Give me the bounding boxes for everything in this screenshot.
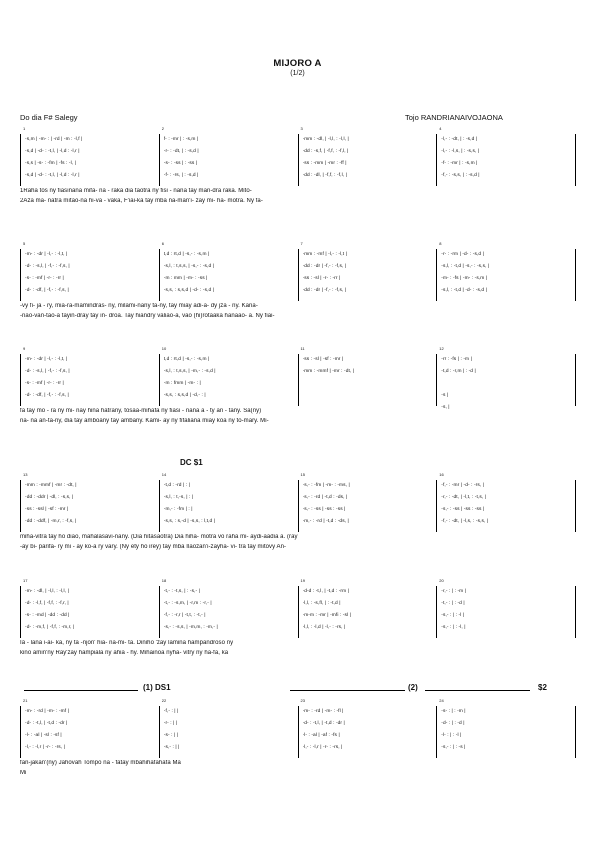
voice-line: -m- : -dr | -l,- : -l,t, | (25, 357, 68, 362)
voice-line: -t,d : -r,m | : -d | (441, 369, 476, 374)
page-number: (1/2) (290, 70, 305, 77)
voice-line: -s,- : | | (163, 745, 180, 750)
voice-line: -m,- : -rd | -t,d : -ds, | (302, 519, 349, 524)
measure-number: 7 (300, 241, 303, 246)
voice-line: -t,- : -t,s, | : -s,- | (163, 589, 200, 594)
ending-2-line (290, 690, 405, 691)
system-end-bar (575, 586, 576, 638)
measure-number: 15 (300, 472, 305, 477)
voice-line: -s- : -md | -dd : -dd | (25, 613, 70, 618)
voice-line: -r- : -dt, | : -s,d | (163, 149, 199, 154)
voice-line: -m- : -dr | -l,- : -l,t, | (25, 252, 68, 257)
voice-line: -r,- : -dt, | -l,t, : -t,s, | (441, 495, 487, 500)
voice-line: -s,- : | : -l | (441, 613, 465, 618)
voice-line: -m-m : -mr | -mfi : -sl | (302, 613, 351, 618)
voice-line: -s- : -mf | -r- : -rr | (25, 276, 64, 281)
measure (298, 241, 438, 301)
voice-line: -m : mm | -m- : -ss | (163, 276, 208, 281)
voice-line: -f,- : -s,s, | : -s,d | (441, 173, 480, 178)
measure (436, 346, 576, 410)
voice-line: -s,s, : s,s,d | -d,- : | (163, 393, 206, 398)
voice-line: -s,- : | : -s | (441, 745, 466, 750)
measure-number: 1 (23, 126, 26, 131)
voice-line: -d- : -s,l, | -f,- : -f,s, | (25, 264, 70, 269)
voice-line: -d-d : -t,l, | -t,d : -rm | (302, 589, 349, 594)
measure (159, 126, 299, 186)
voice-line: -l,- : -l,r | -r- : -rs, | (302, 745, 343, 750)
voice-line: -s- : -ss | : -ss | (163, 161, 198, 166)
voice-line: -m- : -dl, | -l,l, : -l,l, | (25, 589, 69, 594)
voice-line: -d- : -df, | -f,- : -f,s, | (25, 288, 69, 293)
measure (436, 126, 576, 186)
voice-line: -s,- : -fm | -m- : -ms, | (302, 483, 350, 488)
voice-line (303, 378, 436, 390)
voice-line: -s,d | -d- : -t,l, | -l,d : -l,r | (25, 149, 80, 154)
voice-line: -s,l, : t,s,s, | -m,- : -s,d | (163, 369, 216, 374)
voice-line: f- : -mr | : -s,m | (163, 137, 199, 142)
measure (20, 472, 160, 532)
voice-line: -s,m | -m- : | -rd | -m : -l,f | (25, 137, 83, 142)
voice-line: -r- : -rm | -d- : -s,d | (441, 252, 484, 257)
measure (20, 698, 160, 758)
navigation-marker: (1) DS1 (143, 683, 171, 692)
voice-line: -m- : -rd | -m- : -mf | (25, 709, 69, 714)
voice-line: -t,- : | : -d | (441, 601, 465, 606)
lyric-line: na- na an-ta-ny, dia tay amboany tay ambany. Kami- ay ny fifaliana miay koa ny to-mary. Mi- (20, 418, 269, 424)
measure (159, 698, 299, 758)
system-end-bar (575, 249, 576, 301)
voice-line: -s,- : | : -l, | (441, 625, 466, 630)
measure-number: 20 (439, 578, 444, 583)
voice-line: -l- : | : -l | (441, 733, 462, 738)
voice-line: -f,- : | | (163, 709, 179, 714)
measure (298, 346, 438, 406)
voice-line: -s,- : -s,s, | -m,m, : -m,- | (163, 625, 218, 630)
voice-line: -l- : -al | -sl : -sf | (25, 733, 62, 738)
measure (159, 241, 299, 301)
measure (159, 578, 299, 638)
measure-number: 10 (161, 346, 167, 351)
voice-line: -f- : -mr | : -s,m | (441, 161, 478, 166)
voice-line: -s,l, : t,s,s, | -s,- : -s,d | (163, 264, 215, 269)
voice-line: -dd : -dl, | -f,f, : -f,l, | (302, 173, 347, 178)
measure-number: 4 (439, 126, 442, 131)
system-end-bar (575, 354, 576, 406)
voice-line: -dd : -ddf, | -m,r, : -f,s, | (25, 519, 77, 524)
navigation-marker: $2 (538, 683, 547, 692)
measure (20, 241, 160, 301)
voice-line: -t,- : -s,m, | -r,m : -r,- | (163, 601, 212, 606)
voice-line (441, 378, 574, 390)
voice-line: -dd : -dr | -f,- : -f,s, | (302, 288, 347, 293)
navigation-marker: DC $1 (180, 458, 203, 467)
measure (436, 578, 576, 638)
voice-line: -l,l, : -s,fl, | : -t,d | (302, 601, 341, 606)
voice-line: -s,- : -rd | -t,d : -ds, | (302, 495, 348, 500)
measure-number: 6 (161, 241, 164, 246)
measure-number: 9 (23, 346, 26, 351)
voice-line: -s,l, : t,-s, | : | (163, 495, 194, 500)
lyric-line: miha-vitra tay ho diao, mahalasavi-nany. (Dia hitasaotra) Dia hiha- motra vo raha mi- aydi-aadia a. (ray (20, 534, 298, 540)
voice-line: -m- : -fs | -m- : -s,m | (441, 276, 488, 281)
voice-line: -ss : -sl | -sf : -mr | (302, 357, 344, 362)
composer-name: Tojo RANDRIANAIVOJAONA (405, 113, 503, 122)
voice-line: -dd : -dr | -f,- : -f,s, | (302, 264, 347, 269)
measure-number: 12 (439, 346, 444, 351)
voice-line: -l,l, : -l,d | -l,- : -rs, | (302, 625, 346, 630)
measure-number: 13 (23, 472, 28, 477)
voice-line: -mm : -mmf | -mr : -dt, | (302, 369, 355, 374)
measure-number: 3 (300, 126, 303, 131)
voice-line: -s,- : -ss | -ss : -ss | (302, 507, 346, 512)
voice-line: -rr : -fs | : -m | (441, 357, 472, 362)
voice-line: -d- : -t,l, | -t,d : -dr | (302, 721, 345, 726)
voice-line: -d- : -df, | -f,- : -f,s, | (25, 393, 69, 398)
voice-line: -f,- : -dt, | -l,s, : -s,s, | (441, 519, 489, 524)
navigation-marker: (2) (408, 683, 418, 692)
system-end-bar (575, 134, 576, 186)
voice-line: -s,l, : -t,d | -s,- : -s,s, | (441, 264, 490, 269)
measure (298, 578, 438, 638)
measure-number: 22 (161, 698, 167, 703)
voice-line: -s- : | : -m | (441, 709, 466, 714)
measure-number: 24 (439, 698, 444, 703)
voice-line: -r,- : | : -m | (441, 589, 467, 594)
voice-line: -d- : -l,f, | -f,f, : -f,r, | (25, 601, 69, 606)
voice-line: -m- : -rd | -m- : -fl | (302, 709, 344, 714)
measure-number: 19 (300, 578, 305, 583)
measure-number: 18 (161, 578, 167, 583)
voice-line: -s,- : -ss | -ss : -ss | (441, 507, 485, 512)
voice-line: -m,- : -fm | : | (163, 507, 193, 512)
voice-line: -d- : -m,f, | -f,f, : -m,r, | (25, 625, 75, 630)
voice-line: -l,- : -l,r | -r- : -rs, | (25, 745, 65, 750)
measure (20, 578, 160, 638)
measure-number: 2 (161, 126, 164, 131)
measure-number: 8 (439, 241, 442, 246)
voice-line: -f- : -rs, | : -s,d | (163, 173, 199, 178)
voice-line (303, 390, 436, 402)
ending-1-line (24, 690, 138, 691)
voice-line: -s | (441, 393, 449, 398)
lyric-line: 2Aza ma- natra mitao-na hi-va - vaka, F'iai-ka tay mba na-man'i- zay mi- ha- motra. Ny fa- (20, 198, 263, 204)
voice-line: -mm : -mf | -l,- : -l,t | (302, 252, 347, 257)
song-title: MIJORO A (273, 58, 322, 69)
voice-line: -s, | (441, 405, 450, 410)
voice-line: -s,s | -s- : -fm | -fs : -l, | (25, 161, 76, 166)
voice-line: -s- : -mf | -r- : -rr | (25, 381, 64, 386)
measure-number: 21 (23, 698, 28, 703)
measure-number: 11 (300, 346, 305, 351)
measure (298, 472, 438, 532)
voice-line: -dd : -ddr | -dl, : -s,s, | (25, 495, 74, 500)
key-signature: Do dia F# Salegy (20, 113, 78, 122)
voice-line: -f,- : -r,r | -t,t, : -t,- | (163, 613, 206, 618)
lyric-line: -ay bi- parifa- ry mi - ay ko-a ry vary. (Ny ety ho irey) tay mba Ilaozan'i-zayha- vi- tra tay mitovy An- (20, 544, 287, 550)
measure-number: 16 (439, 472, 444, 477)
lyric-line: fa tay mo - ra ny mi- nay hina hatrany, tosaa-mihafa ny fiasi - nana a - ty an - tany. Sa(ny) (20, 408, 262, 414)
voice-line: -d- : | : -d | (441, 721, 465, 726)
measure (436, 241, 576, 301)
measure (20, 126, 160, 186)
voice-line: t,d : rt,d | -s,- : -s,m | (163, 252, 210, 257)
voice-line: -l,- : -dt, | : -s,d | (441, 137, 478, 142)
ending-2-line-b (425, 690, 530, 691)
measure (159, 472, 299, 532)
measure-number: 14 (161, 472, 167, 477)
voice-line: -mm : -dl, | -l,l, : -l,l, | (302, 137, 349, 142)
system-end-bar (575, 480, 576, 532)
voice-line: -t,d : -rd | : | (163, 483, 190, 488)
measure (436, 698, 576, 758)
voice-line: -ss : -sl | -r- : -rr | (302, 276, 341, 281)
measure (436, 472, 576, 532)
voice-line: -ss : -ssl | -sf : -mr | (25, 507, 69, 512)
voice-line: -s,s, : s,-d | -s,s, : l,t,d | (163, 519, 216, 524)
voice-line: -l,- : -l,s, | : -s,s, | (441, 149, 480, 154)
voice-line: -r- : | | (163, 721, 178, 726)
measure-number: 5 (23, 241, 26, 246)
voice-line: -s,l, : -t,d | -d- : -s,d | (441, 288, 487, 293)
measure (298, 126, 438, 186)
measure-number: 23 (300, 698, 305, 703)
voice-line: -s,s, : s,s,d | -d- : -s,d | (163, 288, 215, 293)
voice-line: -m : fmm | -m- : | (163, 381, 201, 386)
lyric-line: fan-jakan'(ny) Jahovah Tompo na - fatay mbahihafahafa Ma (20, 760, 181, 766)
lyric-line: Mi (20, 770, 27, 776)
voice-line: -s- : | | (163, 733, 179, 738)
measure (159, 346, 299, 406)
measure-number: 17 (23, 578, 28, 583)
measure (20, 346, 160, 406)
measure (298, 698, 438, 758)
voice-line: -mm : -mmf | -mr : -dt, | (25, 483, 77, 488)
lyric-line: -vy fi- ja - ry, mia-ra-mamindras- ny, milami-nany ta-ny, tay miay adi-a- dy jza - ny. Kana- (20, 303, 258, 309)
voice-line: -f,- : -mr | -d- : -rs, | (441, 483, 485, 488)
lyric-line: 1Raha tos ny fiasinana mifa- na - raka dia taotra ny fisi - nana tay man-dra raka. Mito- (20, 188, 252, 194)
system-end-bar (575, 706, 576, 758)
lyric-line: -nao-van-tao-a tayin-dray tay in- droa. Tay hiandry valiao-a, vao (hi)rotaaka hanaao- a. Ny fiai- (20, 313, 275, 319)
voice-line: -l- : -al | -af : -fs | (302, 733, 340, 738)
voice-line: -d- : -s,l, | -f,- : -f,s, | (25, 369, 70, 374)
lyric-line: kino amin'ny Ray'zay hampiala ny ahia - hy. Mihainoa nyha- vitry ny ha-fa, ka (20, 650, 229, 656)
voice-line: -ss : -mm | -mr : -ff | (302, 161, 347, 166)
voice-line: -s,d | -d- : -t,l, | -l,d : -l,r | (25, 173, 80, 178)
voice-line: -d- : -t,l, | -t,d : -dr | (25, 721, 68, 726)
lyric-line: Iä - lana i-ai- ka, ny ta -njon' hia- na-mi- ta. Diniho 'zay lamina hampandroso ny (20, 640, 234, 646)
voice-line: t,d : rt,d | -s,- : -s,m | (163, 357, 210, 362)
voice-line: -dd : -s,f, | -f,f, : -f,l, | (302, 149, 349, 154)
